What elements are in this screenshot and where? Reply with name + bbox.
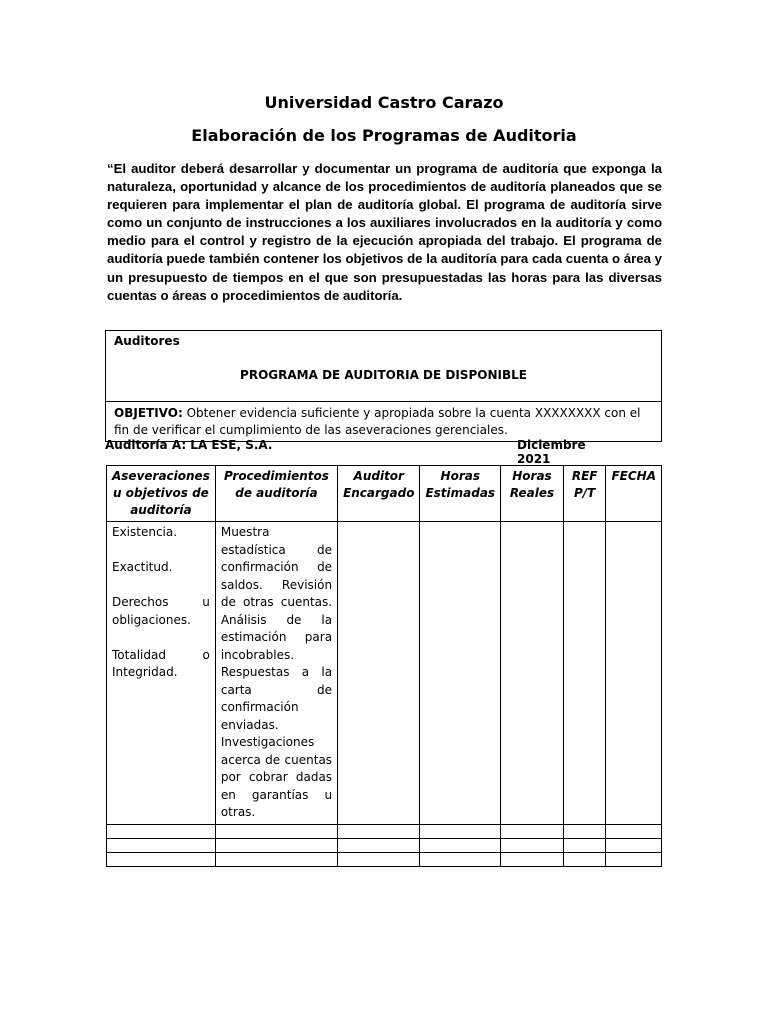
objective-section	[106, 402, 661, 441]
auditor-cell	[338, 522, 420, 825]
empty-cell	[215, 838, 337, 852]
empty-cell	[501, 838, 564, 852]
empty-cell	[420, 852, 501, 866]
program-header-top	[106, 331, 661, 402]
document-subtitle: Elaboración de los Programas de Auditoria	[191, 126, 577, 145]
program-title: PROGRAMA DE AUDITORIA DE DISPONIBLE	[240, 368, 527, 382]
empty-cell	[107, 852, 216, 866]
objective-text: Obtener evidencia suficiente y apropiada sobre la cuenta XXXXXXXX con el fin de verificar el cumplimiento de las aseveraciones gerenciales.	[114, 406, 641, 437]
header-estimated-hours: Horas Estimadas	[420, 466, 501, 522]
table-row	[107, 824, 662, 838]
empty-cell	[215, 852, 337, 866]
empty-cell	[606, 824, 662, 838]
table-row	[107, 838, 662, 852]
empty-cell	[107, 838, 216, 852]
assertion-item: Existencia.	[112, 525, 178, 539]
audit-program-table	[106, 465, 662, 867]
assertion-item: Totalidad o Integridad.	[112, 647, 210, 679]
empty-cell	[420, 838, 501, 852]
assertions-cell	[107, 522, 216, 825]
objective-label: OBJETIVO:	[114, 406, 183, 420]
empty-cell	[563, 838, 606, 852]
empty-cell	[338, 838, 420, 852]
empty-cell	[107, 824, 216, 838]
header-real-hours: Horas Reales	[501, 466, 564, 522]
table-header-row	[107, 466, 662, 522]
audit-date: Diciembre 2021	[517, 438, 586, 466]
header-date: FECHA	[606, 466, 662, 522]
estimated-hours-cell	[420, 522, 501, 825]
date-cell	[606, 522, 662, 825]
empty-cell	[563, 824, 606, 838]
header-procedures: Procedimientos de auditoría	[215, 466, 337, 522]
empty-cell	[420, 824, 501, 838]
header-auditor: Auditor Encargado	[338, 466, 420, 522]
ref-cell	[563, 522, 606, 825]
table-row	[107, 852, 662, 866]
intro-paragraph: “El auditor deberá desarrollar y documentar un programa de auditoría que exponga la naturaleza, oportunidad y alcance de los procedimientos de auditoría planeados que se requieren para implementar el plan de auditoría global. El programa de auditoría sirve como un conjunto de instrucciones a los auxiliares involucrados en la auditoría y como medio para el control y registro de la ejecución apropiada del trabajo. El programa de auditoría puede también contener los objetivos de la auditoría para cada cuenta o área y un presupuesto de tiempos en el que son presupuestadas las horas para las diversas cuentas o áreas o procedimientos de auditoría.	[107, 161, 662, 303]
audit-info-line	[105, 438, 605, 466]
empty-cell	[606, 838, 662, 852]
empty-cell	[338, 824, 420, 838]
audit-client: Auditoría A: LA ESE, S.A.	[105, 438, 273, 452]
program-header-box	[105, 330, 662, 442]
real-hours-cell	[501, 522, 564, 825]
empty-cell	[215, 824, 337, 838]
empty-cell	[606, 852, 662, 866]
assertion-item: Exactitud.	[112, 560, 173, 574]
procedures-cell: Muestra estadística de confirmación de saldos. Revisión de otras cuentas. Análisis de la estimación para incobrables. Respuestas a la carta de confirmación enviadas. Investigaciones acerca de cuentas por cobrar dadas en garantías u otras.	[215, 522, 337, 825]
header-ref: REF P/T	[563, 466, 606, 522]
assertion-item: Derechos u obligaciones.	[112, 595, 210, 627]
empty-cell	[501, 824, 564, 838]
auditores-label: Auditores	[114, 334, 180, 348]
header-assertions: Aseveraciones u objetivos de auditoría	[107, 466, 216, 522]
university-title: Universidad Castro Carazo	[264, 93, 504, 112]
empty-cell	[338, 852, 420, 866]
empty-cell	[563, 852, 606, 866]
table-row	[107, 522, 662, 825]
empty-cell	[501, 852, 564, 866]
